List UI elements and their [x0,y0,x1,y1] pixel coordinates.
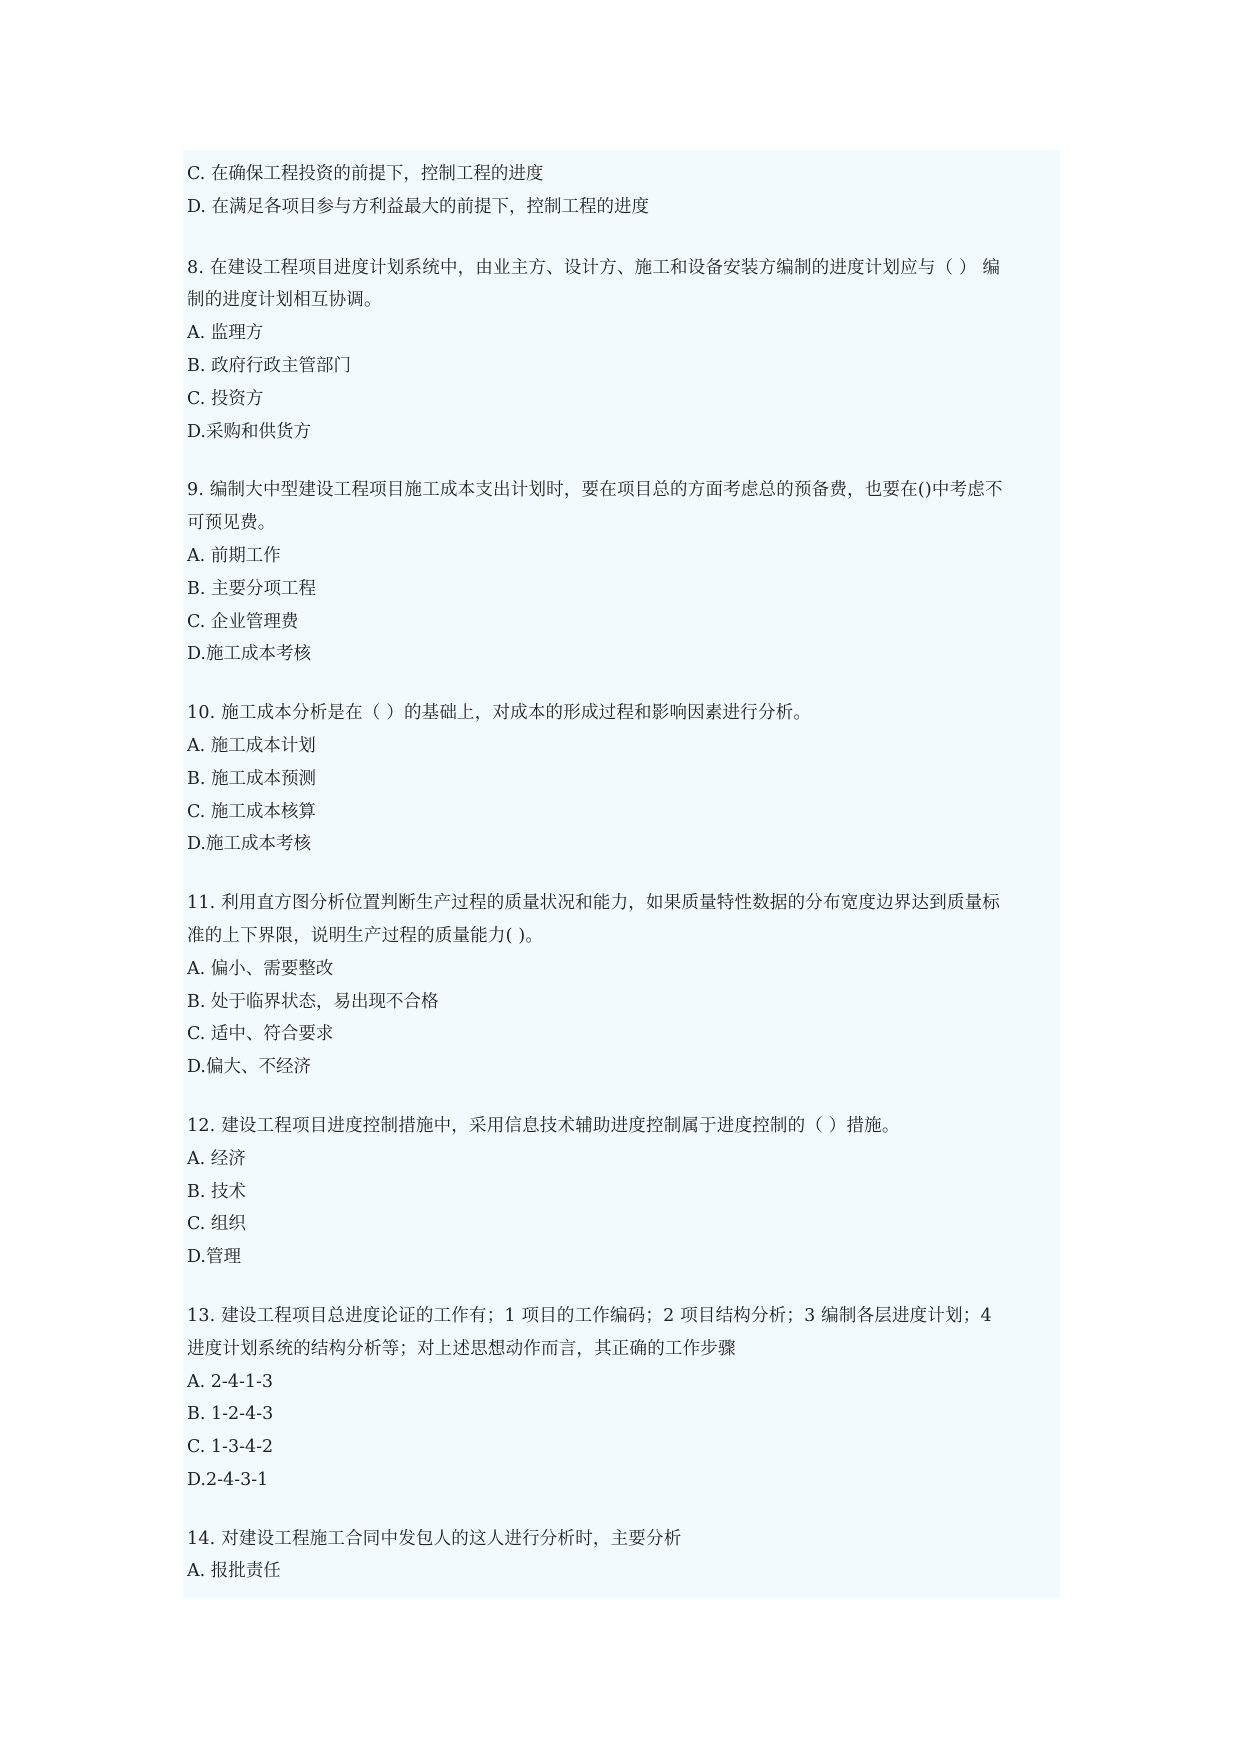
document-content [183,150,1060,1598]
option-a: A. 偏小、需要整改 [187,958,334,979]
question-stem: 准的上下界限，说明生产过程的质量能力( )。 [187,925,544,946]
question-11 [187,887,1056,1084]
option-c: C. 企业管理费 [187,611,299,632]
option-b: B. 1-2-4-3 [187,1404,274,1425]
question-14 [187,1523,1056,1589]
question-stem: 12. 建设工程项目进度控制措施中，采用信息技术辅助进度控制属于进度控制的（ ）措施。 [187,1115,900,1136]
option-d: D. 在满足各项目参与方利益最大的前提下，控制工程的进度 [187,196,650,217]
option-b: B. 政府行政主管部门 [187,355,351,376]
option-c: C. 组织 [187,1214,246,1235]
question-stem: 14. 对建设工程施工合同中发包人的这人进行分析时，主要分析 [187,1528,682,1549]
option-a: A. 施工成本计划 [187,735,316,756]
option-b: B. 处于临界状态，易出现不合格 [187,991,439,1012]
option-b: B. 技术 [187,1181,246,1202]
option-d: D.2-4-3-1 [187,1469,269,1490]
question-12 [187,1110,1056,1274]
question-8 [187,252,1056,449]
question-13 [187,1300,1056,1497]
option-d: D.施工成本考核 [187,834,311,855]
question-stem: 11. 利用直方图分析位置判断生产过程的质量状况和能力，如果质量特性数据的分布宽度边界达到质量标 [187,893,1000,914]
option-c: C. 1-3-4-2 [187,1437,274,1458]
question-stem: 制的进度计划相互协调。 [187,290,382,311]
option-b: B. 主要分项工程 [187,578,316,599]
option-d: D.施工成本考核 [187,644,311,665]
question-stem: 可预见费。 [187,513,276,534]
option-d: D.管理 [187,1247,241,1268]
question-stem: 8. 在建设工程项目进度计划系统中，由业主方、设计方、施工和设备安装方编制的进度计划应与（ ） 编 [187,257,1001,278]
option-d: D.采购和供货方 [187,421,311,442]
option-b: B. 施工成本预测 [187,768,316,789]
option-a: A. 2-4-1-3 [187,1371,274,1392]
question-stem: 9. 编制大中型建设工程项目施工成本支出计划时，要在项目总的方面考虑总的预备费，也要在()中考虑不 [187,480,1003,501]
option-c: C. 在确保工程投资的前提下，控制工程的进度 [187,164,544,184]
question-9 [187,474,1056,671]
option-d: D.偏大、不经济 [187,1057,311,1078]
question-stem: 进度计划系统的结构分析等；对上述思想动作而言，其正确的工作步骤 [187,1338,736,1359]
question-stem: 13. 建设工程项目总进度论证的工作有；1 项目的工作编码；2 项目结构分析；3 编制各层进度计划；4 [187,1305,992,1326]
option-a: A. 监理方 [187,323,264,344]
option-c: C. 施工成本核算 [187,801,316,822]
option-c: C. 适中、符合要求 [187,1024,334,1045]
option-a: A. 前期工作 [187,545,281,566]
question-10 [187,697,1056,861]
question-7 [187,158,1056,224]
option-c: C. 投资方 [187,388,264,409]
option-a: A. 经济 [187,1148,246,1169]
option-a: A. 报批责任 [187,1561,281,1582]
question-stem: 10. 施工成本分析是在（ ）的基础上，对成本的形成过程和影响因素进行分析。 [187,703,812,724]
